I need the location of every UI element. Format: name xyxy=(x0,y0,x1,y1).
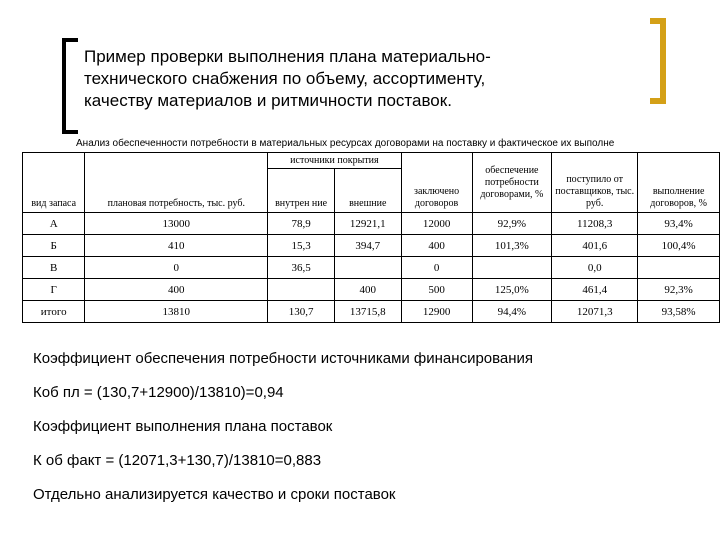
note-formula-plan: Коб пл = (130,7+12900)/13810)=0,94 xyxy=(33,384,284,401)
header-vypolnenie: выполнение договоров, % xyxy=(638,153,720,213)
cell-post: 401,6 xyxy=(552,235,638,257)
cell-plan: 13810 xyxy=(85,301,268,323)
cell-post: 0,0 xyxy=(552,257,638,279)
cell-vnesh xyxy=(334,257,401,279)
note-coefficient-definition: Коэффициент обеспечения потребности источниками финансирования xyxy=(33,350,534,367)
cell-plan: 0 xyxy=(85,257,268,279)
notes-block xyxy=(33,348,713,518)
cell-vyp xyxy=(638,257,720,279)
right-bracket-decoration xyxy=(650,18,666,104)
cell-vnutr: 130,7 xyxy=(268,301,335,323)
cell-vnesh: 400 xyxy=(334,279,401,301)
cell-post: 11208,3 xyxy=(552,213,638,235)
cell-vyp: 93,4% xyxy=(638,213,720,235)
slide-title: Пример проверки выполнения плана материально- технического снабжения по объему, ассортименту, качеству материалов и ритмичности поставок. xyxy=(84,47,491,110)
cell-post: 461,4 xyxy=(552,279,638,301)
table-row xyxy=(23,279,720,301)
cell-vnesh: 394,7 xyxy=(334,235,401,257)
cell-vyp: 92,3% xyxy=(638,279,720,301)
table-row xyxy=(23,257,720,279)
header-istochniki: источники покрытия xyxy=(268,153,401,169)
left-bracket-decoration xyxy=(62,38,78,134)
cell-vnesh: 13715,8 xyxy=(334,301,401,323)
header-vnutrennie: внутрен ние xyxy=(268,169,335,213)
cell-vid: В xyxy=(23,257,85,279)
header-zaklyucheno: заключено договоров xyxy=(401,153,472,213)
cell-vnutr xyxy=(268,279,335,301)
cell-plan: 13000 xyxy=(85,213,268,235)
note-formula-fact: К об факт = (12071,3+130,7)/13810=0,883 xyxy=(33,452,322,469)
cell-obesp: 101,3% xyxy=(472,235,552,257)
cell-vnutr: 36,5 xyxy=(268,257,335,279)
table-row xyxy=(23,213,720,235)
cell-vyp: 100,4% xyxy=(638,235,720,257)
cell-zakl: 12000 xyxy=(401,213,472,235)
cell-vnutr: 78,9 xyxy=(268,213,335,235)
cell-vnutr: 15,3 xyxy=(268,235,335,257)
cell-obesp: 92,9% xyxy=(472,213,552,235)
cell-vid: Б xyxy=(23,235,85,257)
cell-obesp: 94,4% xyxy=(472,301,552,323)
header-vid-zapasa: вид запаса xyxy=(23,153,85,213)
cell-plan: 400 xyxy=(85,279,268,301)
table-row-total xyxy=(23,301,720,323)
note-plan-fulfilment: Коэффициент выполнения плана поставок xyxy=(33,418,333,435)
cell-vid: Г xyxy=(23,279,85,301)
cell-obesp: 125,0% xyxy=(472,279,552,301)
cell-vyp: 93,58% xyxy=(638,301,720,323)
header-vneshnie: внешние xyxy=(334,169,401,213)
cell-post: 12071,3 xyxy=(552,301,638,323)
table-row xyxy=(23,235,720,257)
table-caption: Анализ обеспеченности потребности в материальных ресурсах договорами на поставку и фактическое их выполне xyxy=(76,138,615,149)
cell-zakl: 0 xyxy=(401,257,472,279)
cell-vnesh: 12921,1 xyxy=(334,213,401,235)
header-planovaya: плановая потребность, тыс. руб. xyxy=(85,153,268,213)
cell-obesp xyxy=(472,257,552,279)
note-quality-terms: Отдельно анализируется качество и сроки поставок xyxy=(33,486,396,503)
header-postupilo: поступило от поставщиков, тыс. руб. xyxy=(552,153,638,213)
cell-zakl: 400 xyxy=(401,235,472,257)
cell-vid: итого xyxy=(23,301,85,323)
cell-zakl: 12900 xyxy=(401,301,472,323)
cell-zakl: 500 xyxy=(401,279,472,301)
cell-plan: 410 xyxy=(85,235,268,257)
supply-analysis-table xyxy=(22,152,720,323)
cell-vid: А xyxy=(23,213,85,235)
header-obespechenie: обеспечение потребности договорами, % xyxy=(472,153,552,213)
